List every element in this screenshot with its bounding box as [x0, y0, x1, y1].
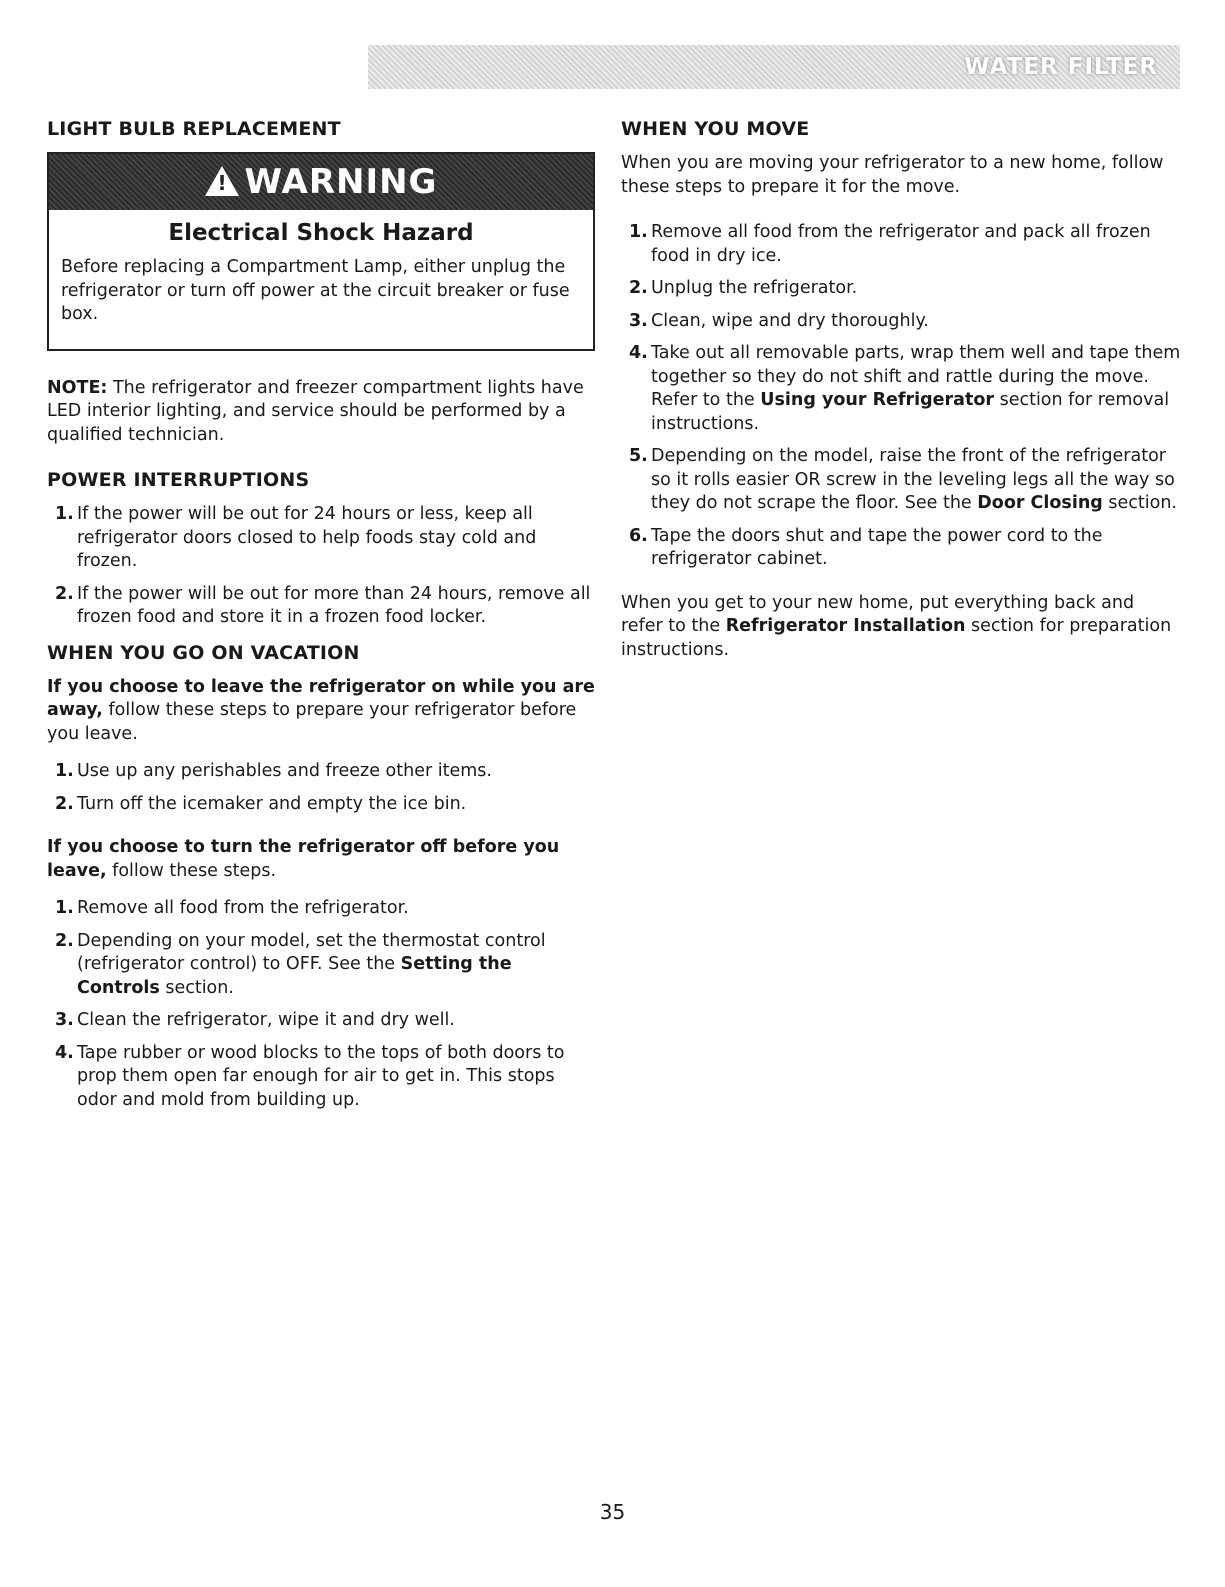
section-title: WATER FILTER: [964, 54, 1158, 80]
list-item: 4. Take out all removable parts, wrap them well and tape them together so they do not shift and rattle during the move. Refer to the Using your Refrigerator section for removal instructions.: [629, 343, 1181, 434]
list-item: 2. Unplug the refrigerator.: [629, 278, 858, 298]
warning-triangle-icon: !: [205, 166, 239, 196]
list-item: 1. Use up any perishables and freeze other items.: [55, 761, 492, 781]
warning-box: [47, 152, 595, 351]
light-bulb-heading: LIGHT BULB REPLACEMENT: [47, 118, 341, 140]
vacation-off-list: [47, 897, 595, 1112]
vacation-on-lead: If you choose to leave the refrigerator on while you are away, follow these steps to prepare your refrigerator before you leave.: [47, 676, 595, 744]
power-heading: POWER INTERRUPTIONS: [47, 469, 310, 491]
list-item: 1. Remove all food from the refrigerator.: [55, 898, 409, 918]
list-item: 2. If the power will be out for more than 24 hours, remove all frozen food and store it in a frozen food locker.: [55, 583, 591, 627]
section-header-bar: [368, 45, 1180, 89]
list-item: 3. Clean, wipe and dry thoroughly.: [629, 310, 929, 331]
vacation-off-lead: If you choose to turn the refrigerator off before you leave, follow these steps.: [47, 837, 560, 881]
left-column: [47, 118, 595, 1124]
move-heading: WHEN YOU MOVE: [621, 118, 810, 140]
move-intro: When you are moving your refrigerator to a new home, follow these steps to prepare it for the move.: [621, 153, 1164, 197]
note-paragraph: [47, 377, 595, 448]
vacation-on-list: [47, 760, 595, 816]
list-item: 5. Depending on the model, raise the front of the refrigerator so it rolls easier OR screw in the leveling legs all the way so they do not scrape the floor. See the Door Closing section.: [629, 446, 1177, 513]
list-item: 2. Depending on your model, set the thermostat control (refrigerator control) to OFF. See the Setting the Controls section.: [55, 930, 546, 998]
list-item: 3. Clean the refrigerator, wipe it and dry well.: [55, 1010, 455, 1030]
warning-label: WARNING: [244, 162, 438, 202]
warning-title: Electrical Shock Hazard: [168, 220, 474, 246]
list-item: 6. Tape the doors shut and tape the power cord to the refrigerator cabinet.: [629, 525, 1103, 569]
warning-header: [49, 154, 593, 210]
vacation-heading: WHEN YOU GO ON VACATION: [47, 641, 360, 664]
page-number: 35: [599, 1500, 626, 1524]
note-text: The refrigerator and freezer compartment lights have LED interior lighting, and service should be performed by a qualified technician.: [47, 377, 584, 445]
right-column: [621, 118, 1181, 676]
note-label: NOTE:: [47, 377, 108, 398]
move-list: [621, 221, 1181, 572]
move-outro: When you get to your new home, put everything back and refer to the Refrigerator Installation section for preparation instructions.: [621, 592, 1172, 660]
warning-text: Before replacing a Compartment Lamp, either unplug the refrigerator or turn off power at the circuit breaker or fuse box.: [61, 257, 570, 324]
list-item: 2. Turn off the icemaker and empty the ice bin.: [55, 793, 467, 814]
list-item: 1. Remove all food from the refrigerator and pack all frozen food in dry ice.: [629, 222, 1151, 266]
list-item: 4. Tape rubber or wood blocks to the tops of both doors to prop them open far enough for air to get in. This stops odor and mold from building up.: [55, 1042, 565, 1110]
list-item: 1. If the power will be out for 24 hours or less, keep all refrigerator doors closed to help foods stay cold and frozen.: [55, 504, 537, 571]
power-list: [47, 503, 595, 630]
